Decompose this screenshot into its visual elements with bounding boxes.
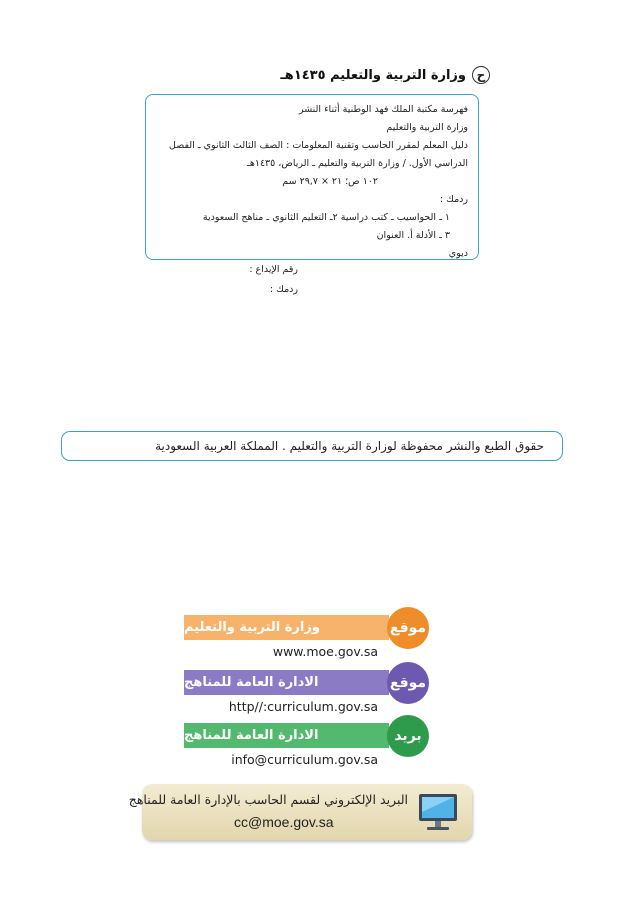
contact-type-badge: موقع <box>387 607 429 649</box>
contact-name-bar <box>184 723 389 748</box>
catalog-line: وزارة التربية والتعليم <box>386 122 468 133</box>
catalog-line: ديوي <box>448 248 468 259</box>
computer-monitor-icon <box>416 790 460 834</box>
contact-name-bar <box>184 670 389 695</box>
contact-name: وزارة التربية والتعليم <box>184 620 320 635</box>
copyright-icon: ح <box>472 66 490 84</box>
deposit-number-label: رقم الإيداع : <box>249 264 298 275</box>
contact-row-curriculum-site <box>184 670 427 730</box>
dept-email-link[interactable]: cc@moe.gov.sa <box>234 814 334 830</box>
contact-name: الادارة العامة للمناهج <box>184 728 319 743</box>
contact-name-bar <box>184 615 389 640</box>
computer-dept-email-card <box>128 784 472 840</box>
curriculum-email-link[interactable]: info@curriculum.gov.sa <box>231 752 378 767</box>
contact-type-badge: موقع <box>387 662 429 704</box>
catalog-line: ١٠٢ ص؛ ٢١ × ٢٩,٧ سم <box>282 176 378 187</box>
catalog-line: فهرسة مكتبة الملك فهد الوطنية أثناء النشر <box>298 104 468 115</box>
header-title: وزارة التربية والتعليم ١٤٣٥هـ <box>280 67 466 83</box>
contact-row-curriculum-email <box>184 723 424 783</box>
email-card-title: البريد الإلكتروني لقسم الحاسب بالإدارة العامة للمناهج <box>128 792 408 807</box>
catalog-line: ٣ ـ الأدلة أ. العنوان <box>376 230 450 241</box>
rights-text: حقوق الطبع والنشر محفوظة لوزارة التربية والتعليم . المملكة العربية السعودية <box>155 439 544 453</box>
catalog-line: دليل المعلم لمقرر الحاسب وتقنية المعلومات : الصف الثالث الثانوي ـ الفصل <box>169 140 468 151</box>
curriculum-website-link[interactable]: http//:curriculum.gov.sa <box>228 699 378 714</box>
catalog-line: الدراسي الأول. / وزارة التربية والتعليم ـ الرياض، ١٤٣٥هـ <box>247 158 468 169</box>
catalog-line: ١ ـ الحواسيب ـ كتب دراسية ٢ـ التعليم الثانوي ـ مناهج السعودية <box>202 212 450 223</box>
rights-banner <box>61 431 563 461</box>
catalog-record-box <box>145 94 479 260</box>
contact-type-badge: بريد <box>387 715 429 757</box>
catalog-line: ردمك : <box>439 194 468 205</box>
contact-name: الادارة العامة للمناهج <box>184 675 319 690</box>
ministry-header <box>280 66 490 84</box>
ministry-website-link[interactable]: www.moe.gov.sa <box>272 644 378 659</box>
contact-row-ministry <box>184 615 427 675</box>
isbn-label: ردمك : <box>269 284 298 295</box>
